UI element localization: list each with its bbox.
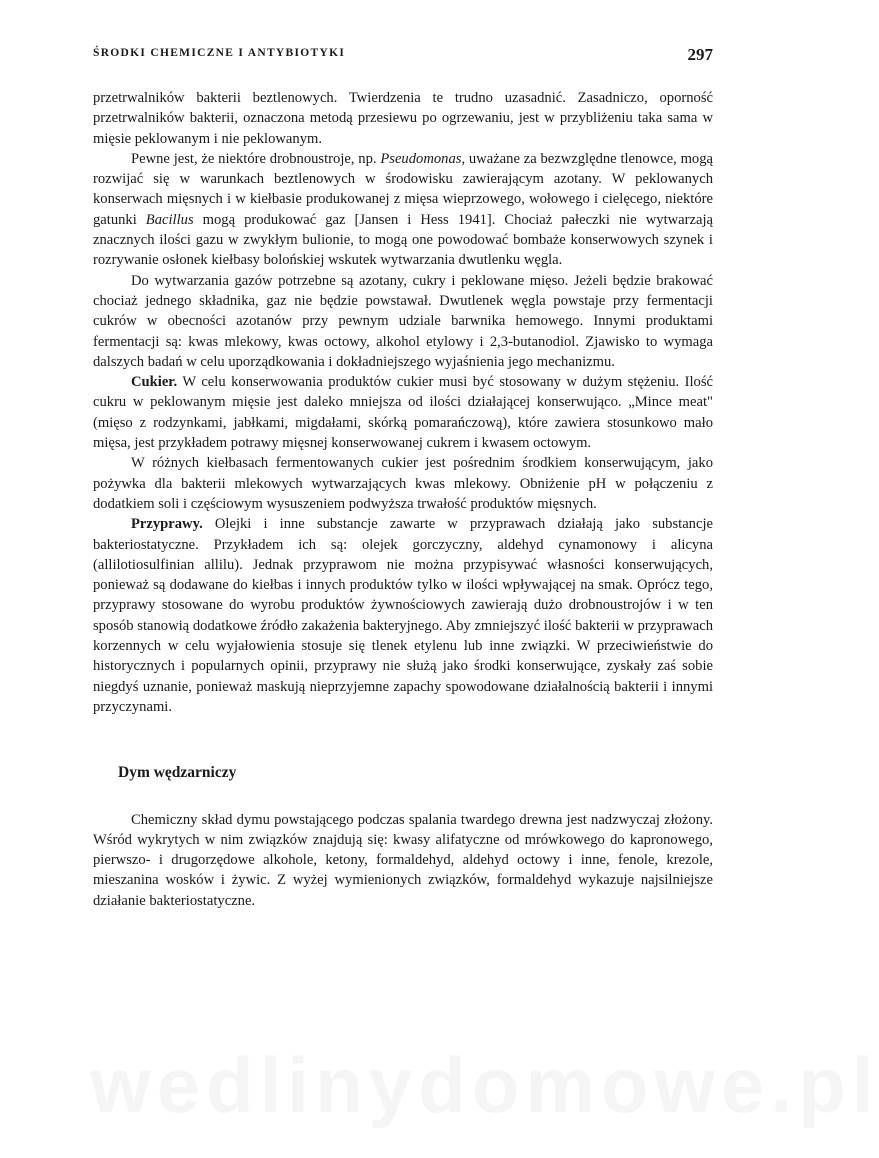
page-number: 297 <box>687 45 713 64</box>
italic-term: Bacillus <box>145 211 194 228</box>
paragraph-text: W różnych kiełbasach fermentowanych cukier jest pośrednim środkiem konserwującym, jako pożywka dla bakterii mlekowych wytwarzających kwas mlekowy. Obniżenie pH w połączeniu z dodatkiem soli i częściowym wysuszeniem podwyższa trwałość produktów mięsnych. <box>93 455 713 512</box>
paragraph-text: Chemiczny skład dymu powstającego podczas spalania twardego drewna jest nadzwyczaj złożony. Wśród wykrytych w nim związków znajdują się: kwasy alifatyczne od mrówkowego do kapronowego, pierwszo- i drugorzędowe alkohole, ketony, formaldehyd, aldehyd octowy i inne, fenole, krezole, mieszanina wosków i żywic. Z wyżej wymienionych związków, formaldehyd wykazuje najsilniejsze działanie bakteriostatyczne. <box>93 811 713 909</box>
page-body <box>93 88 713 911</box>
paragraph-text: Pewne jest, że niektóre drobnoustroje, np. <box>131 150 381 167</box>
paragraph-continuation <box>93 88 713 149</box>
paragraph-text: przetrwalników bakterii beztlenowych. Twierdzenia te trudno uzasadnić. Zasadniczo, oporność przetrwalników bakterii, oznaczona metodą przesiewu po ogrzewaniu, jest w przybliżeniu taka sama w mięsie peklowanym i nie peklowanym. <box>93 90 713 147</box>
paragraph-lead-term: Cukier. <box>131 374 178 391</box>
paragraph-fermented-sausages <box>93 453 713 514</box>
paragraph-text: Olejki i inne substancje zawarte w przyprawach działają jako substancje bakteriostatyczne. Przykładem ich są: olejek gorczyczny, aldehyd cynamonowy i alicyna (allilotiosulfinian allilu). Jednak przyprawom nie można przypisywać własności konserwujących, ponieważ są dodawane do kiełbas i innych produktów tylko w ilości wpływającej na smak. Oprócz tego, przyprawy stosowane do wyrobu produktów żywnościowych zawierają dużo drobnoustrojów i w ten sposób stanowią dodatkowe źródło zakażenia bakteryjnego. Aby zmniejszyć ilość bakterii w przyprawach korzennych w celu wyjałowienia stosuje się tlenek etylenu lub inne związki. W przeciwieństwie do historycznych i popularnych opinii, przyprawy nie służą jako środki konserwujące, zyskały zaś sobie niegdyś uznanie, ponieważ maskują nieprzyjemne zapachy spowodowane działalnością bakterii i innymi przyczynami. <box>93 516 713 715</box>
paragraph-text: mogą produkować gaz [Jansen i Hess 1941]. Chociaż pałeczki nie wytwarzają znacznych ilości gazu w zwykłym bulionie, to mogą one powodować bombaże konserwowych szynek i rozrywanie osłonek kiełbasy bolońskiej wskutek wytwarzania dwutlenku węgla. <box>93 211 713 269</box>
paragraph-text: Do wytwarzania gazów potrzebne są azotany, cukry i peklowane mięso. Jeżeli będzie brakować chociaż jednego składnika, gaz nie będzie powstawał. Dwutlenek węgla powstaje przy fermentacji cukrów w obecności azotanów przy pewnym udziale barwnika hemowego. Innymi produktami fermentacji są: kwas mlekowy, kwas octowy, alkohol etylowy i 2,3-butanodiol. Zjawisko to wymaga dalszych badań w celu uporządkowania i dokładniejszego wyjaśnienia jego mechanizmu. <box>93 272 713 370</box>
paragraph-lead-term: Przyprawy. <box>131 516 203 533</box>
page-header <box>93 47 713 71</box>
paragraph-smoke <box>93 810 713 911</box>
paragraph-text: W celu konserwowania produktów cukier musi być stosowany w dużym stężeniu. Ilość cukru w peklowanym mięsie jest daleko mniejsza od ilości działającej konserwująco. „Mince meat" (mięso z rodzynkami, jabłkami, migdałami, skórką pomarańczową), które zawiera stosunkowo mało mięsa, jest przykładem potrawy mięsnej konserwowanej cukrem i kwasem octowym. <box>93 374 713 452</box>
paragraph-gases <box>93 271 713 372</box>
running-head: ŚRODKI CHEMICZNE I ANTYBIOTYKI <box>93 47 346 59</box>
section-heading: Dym wędzarniczy <box>118 764 237 782</box>
paragraph-text: , uważane za bezwzględne tlenowce, mogą rozwijać się w warunkach beztlenowych w środowisku zawierającym azotany. W peklowanych konserwach mięsnych i w kiełbasie produkowanej z mięsa wieprzowego, wołowego i cielęcego, niektóre gatunki <box>93 150 713 228</box>
paragraph-spices <box>93 514 713 717</box>
italic-term: Pseudomonas <box>380 150 462 167</box>
watermark: wedlinydomowe.pl <box>90 1041 879 1129</box>
section-spacer <box>93 717 713 763</box>
paragraph-sugar <box>93 372 713 453</box>
paragraph-pseudomonas <box>93 149 713 271</box>
